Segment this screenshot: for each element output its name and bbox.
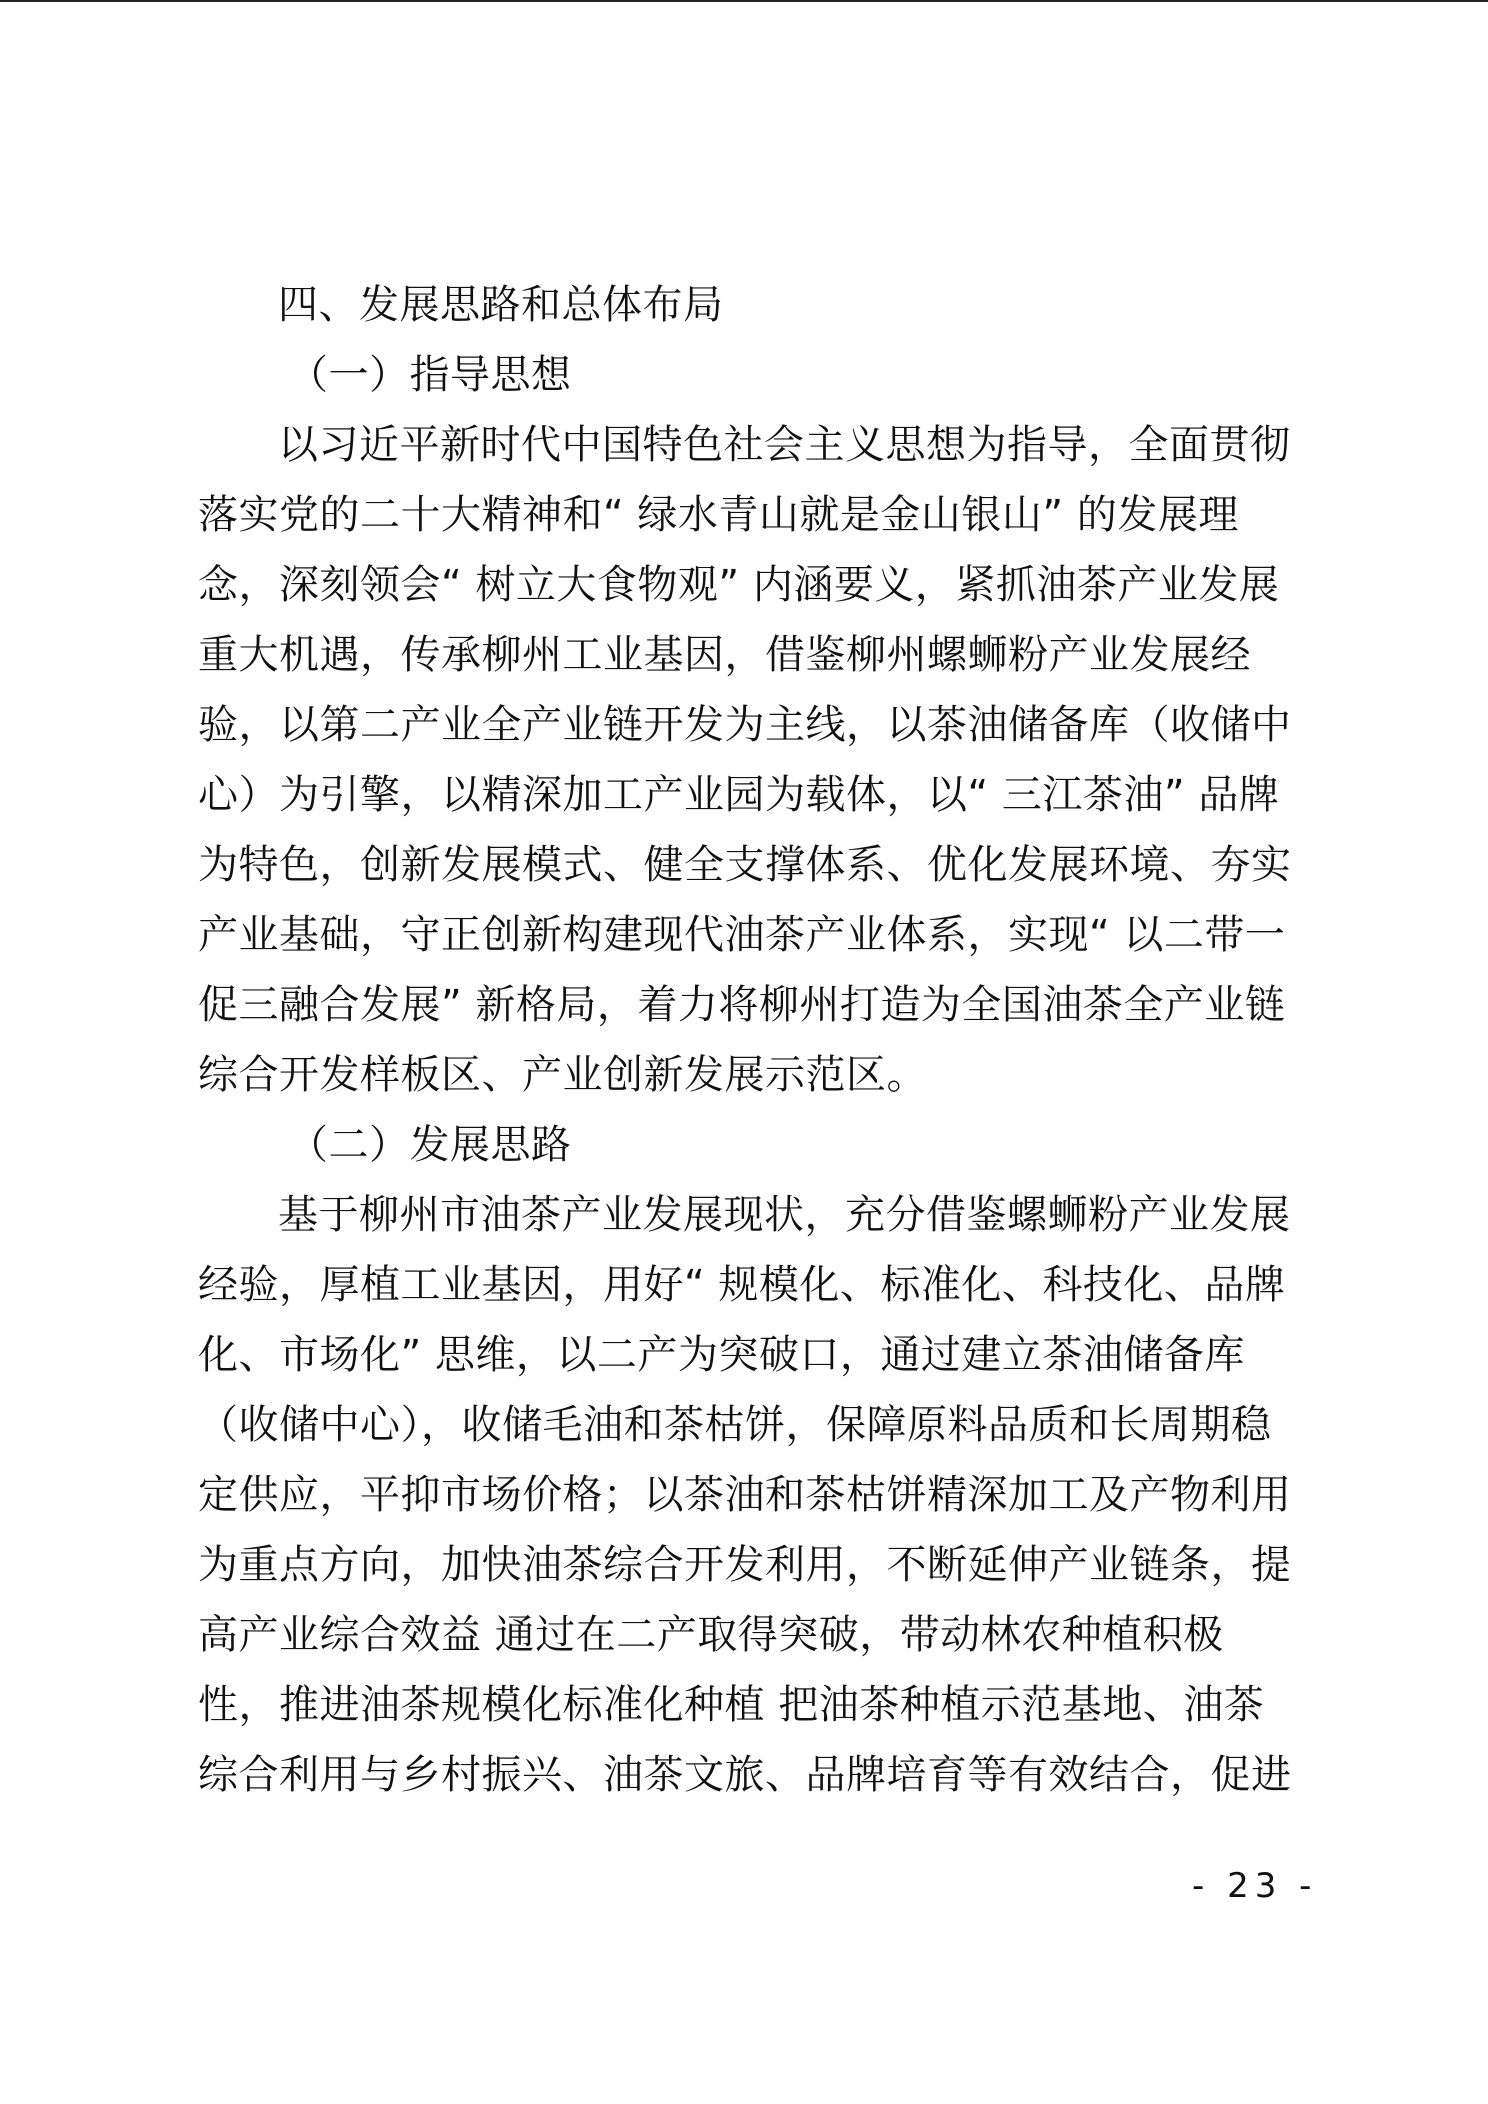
paragraph-line: 念，深刻领会“ 树立大食物观” 内涵要义，紧抓油茶产业发展 xyxy=(198,562,1280,608)
paragraph-line: 促三融合发展” 新格局，着力将柳州打造为全国油茶全产业链 xyxy=(198,982,1286,1028)
paragraph-line: 重大机遇，传承柳州工业基因，借鉴柳州螺蛳粉产业发展经 xyxy=(198,632,1251,678)
section-heading: 四、发展思路和总体布局 xyxy=(278,282,724,328)
paragraph-line: 高产业综合效益 通过在二产取得突破，带动林农种植积极 xyxy=(198,1612,1224,1658)
page-number: - 23 - xyxy=(1192,1866,1318,1906)
top-border-line xyxy=(0,0,1488,2)
paragraph-line: 综合开发样板区、产业创新发展示范区。 xyxy=(198,1052,927,1098)
paragraph-line: 验，以第二产业全产业链开发为主线，以茶油储备库（收储中 xyxy=(198,702,1292,748)
paragraph-line: 经验，厚植工业基因，用好“ 规模化、标准化、科技化、品牌 xyxy=(198,1262,1286,1308)
paragraph-line: 综合利用与乡村振兴、油茶文旅、品牌培育等有效结合，促进 xyxy=(198,1752,1292,1798)
development-ideas-paragraph xyxy=(198,1180,1308,1810)
paragraph-line: 化、市场化” 思维，以二产为突破口，通过建立茶油储备库 xyxy=(198,1332,1245,1378)
paragraph-line: （收储中心），收储毛油和茶枯饼，保障原料品质和长周期稳 xyxy=(198,1402,1272,1448)
document-page xyxy=(198,270,1308,1810)
paragraph-line: 落实党的二十大精神和“ 绿水青山就是金山银山” 的发展理 xyxy=(198,492,1239,538)
paragraph-line: 为特色，创新发展模式、健全支撑体系、优化发展环境、夯实 xyxy=(198,842,1292,888)
paragraph-line: 以习近平新时代中国特色社会主义思想为指导，全面贯彻 xyxy=(278,422,1291,468)
development-ideas-heading: （二）发展思路 xyxy=(288,1122,572,1168)
paragraph-line: 性，推进油茶规模化标准化种植 把油茶种植示范基地、油茶 xyxy=(198,1682,1265,1728)
paragraph-line: 定供应，平抑市场价格；以茶油和茶枯饼精深加工及产物利用 xyxy=(198,1472,1292,1518)
paragraph-line: 产业基础，守正创新构建现代油茶产业体系，实现“ 以二带一 xyxy=(198,912,1286,958)
guiding-thought-paragraph xyxy=(198,410,1308,1110)
paragraph-line: 为重点方向，加快油茶综合开发利用，不断延伸产业链条，提 xyxy=(198,1542,1292,1588)
paragraph-line: 心）为引擎，以精深加工产业园为载体，以“ 三江茶油” 品牌 xyxy=(198,772,1280,818)
guiding-thought-heading: （一）指导思想 xyxy=(288,352,572,398)
paragraph-line: 基于柳州市油茶产业发展现状，充分借鉴螺蛳粉产业发展 xyxy=(278,1192,1291,1238)
